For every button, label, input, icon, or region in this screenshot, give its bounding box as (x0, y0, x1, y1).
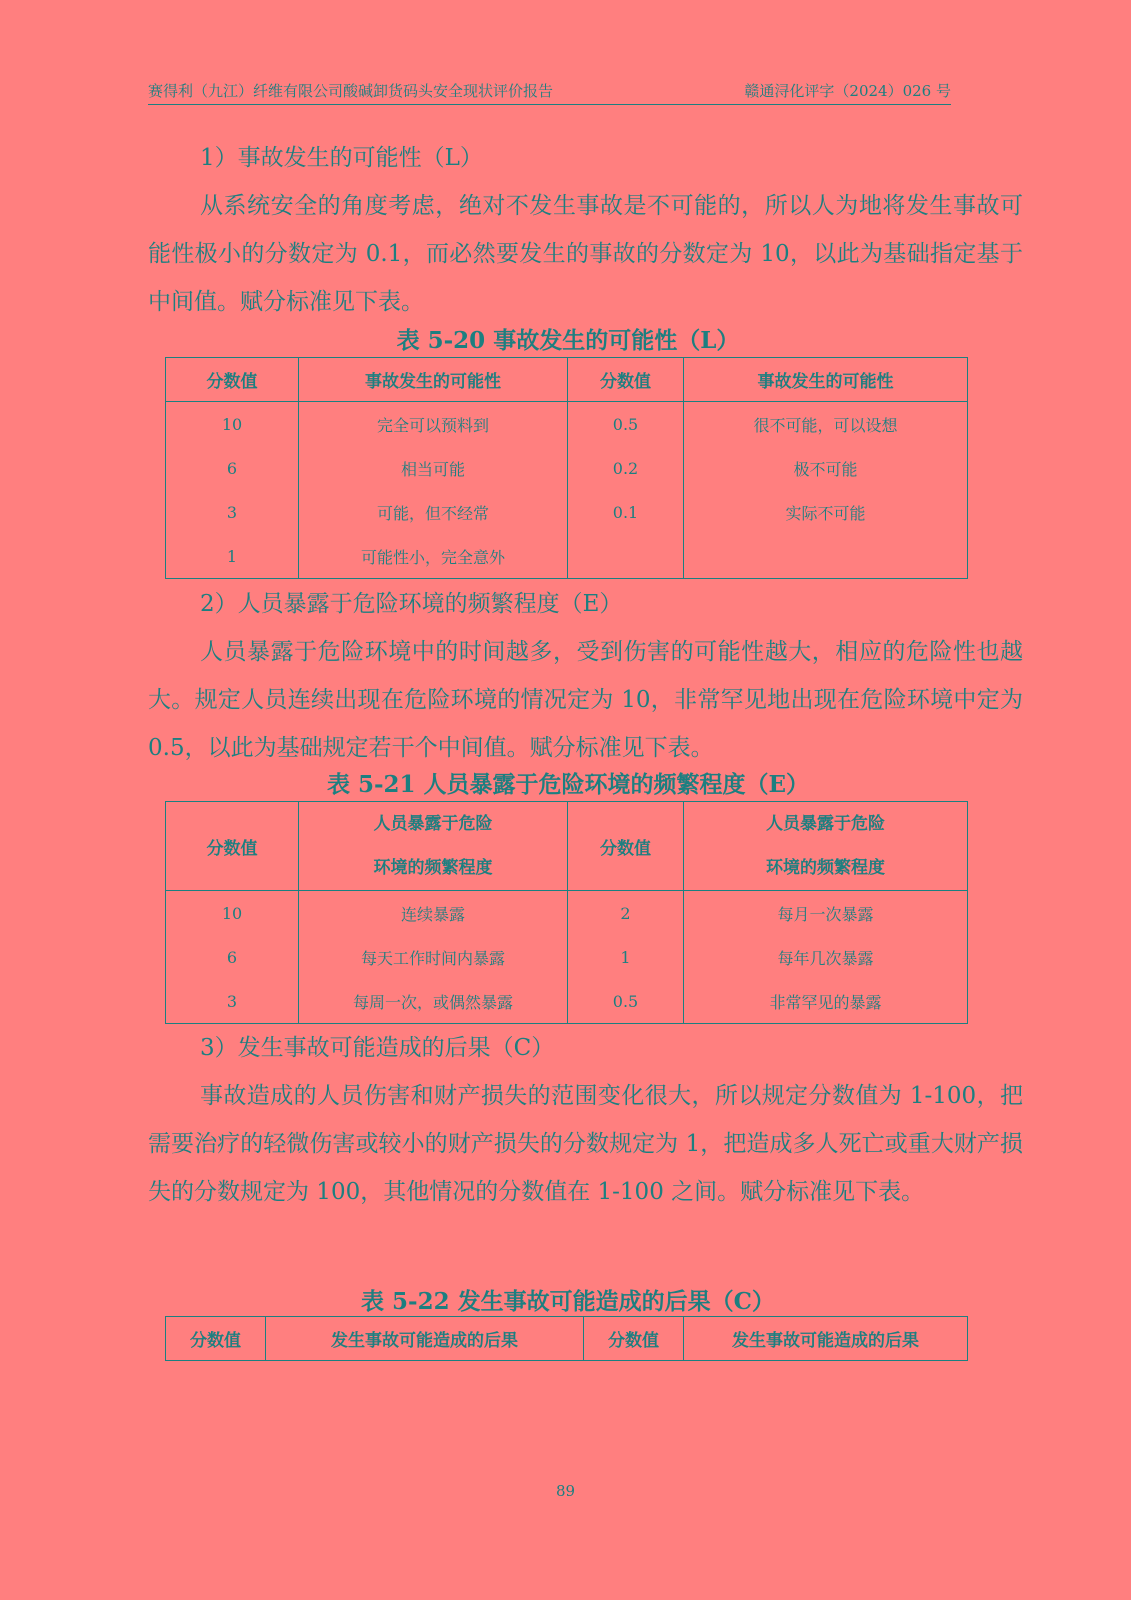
cell: 每天工作时间内暴露 (299, 935, 568, 979)
section-heading: 2）人员暴露于危险环境的频繁程度（E） (200, 591, 623, 617)
header-line: 人员暴露于危险 (373, 814, 493, 834)
cell: 每月一次暴露 (684, 891, 968, 936)
table-row (166, 979, 968, 1024)
section-likelihood (148, 134, 1023, 326)
column-header: 分数值 (568, 358, 684, 402)
table-row (166, 490, 968, 534)
cell: 0.5 (568, 402, 684, 447)
consequence-table (165, 1316, 968, 1361)
cell: 可能性小，完全意外 (299, 534, 568, 579)
column-header: 分数值 (166, 802, 299, 891)
column-header: 事故发生的可能性 (684, 358, 968, 402)
cell: 2 (568, 891, 684, 936)
section-heading: 3）发生事故可能造成的后果（C） (200, 1035, 555, 1061)
cell (568, 534, 684, 579)
paragraph: 从系统安全的角度考虑，绝对不发生事故是不可能的，所以人为地将发生事故可能性极小的分数定为 0.1，而必然要发生的事故的分数定为 10，以此为基础指定基于中间值。赋分标准见下表。 (148, 193, 1023, 315)
cell: 每年几次暴露 (684, 935, 968, 979)
table-row (166, 891, 968, 936)
column-header (299, 802, 568, 891)
cell (684, 534, 968, 579)
cell: 相当可能 (299, 446, 568, 490)
cell: 10 (166, 891, 299, 936)
cell: 连续暴露 (299, 891, 568, 936)
table-caption: 表 5-22 发生事故可能造成的后果（C） (361, 1288, 775, 1315)
report-title: 赛得利（九江）纤维有限公司酸碱卸货码头安全现状评价报告 (148, 82, 554, 100)
report-number: 赣通浔化评字（2024）026 号 (744, 82, 951, 100)
column-header: 分数值 (584, 1317, 684, 1361)
header-line: 人员暴露于危险 (766, 814, 885, 834)
paragraph: 人员暴露于危险环境中的时间越多，受到伤害的可能性越大，相应的危险性也越大。规定人员连续出现在危险环境的情况定为 10，非常罕见地出现在危险环境中定为 0.5，以此为基础规定若干个中间值。赋分标准见下表。 (148, 639, 1023, 761)
column-header: 分数值 (568, 802, 684, 891)
page-number: 89 (555, 1482, 576, 1500)
column-header: 发生事故可能造成的后果 (684, 1317, 968, 1361)
cell: 非常罕见的暴露 (684, 979, 968, 1024)
paragraph: 事故造成的人员伤害和财产损失的范围变化很大，所以规定分数值为 1-100，把需要治疗的轻微伤害或较小的财产损失的分数规定为 1，把造成多人死亡或重大财产损失的分数规定为 100，其他情况的分数值在 1-100 之间。赋分标准见下表。 (148, 1083, 1023, 1205)
page-header (148, 80, 951, 105)
cell: 6 (166, 446, 299, 490)
likelihood-table (165, 357, 968, 579)
header-line: 环境的频繁程度 (766, 858, 885, 878)
table-row (166, 446, 968, 490)
column-header: 分数值 (166, 358, 299, 402)
cell: 实际不可能 (684, 490, 968, 534)
column-header: 事故发生的可能性 (299, 358, 568, 402)
table-row (166, 935, 968, 979)
cell: 0.5 (568, 979, 684, 1024)
cell: 极不可能 (684, 446, 968, 490)
column-header (684, 802, 968, 891)
section-consequence (148, 1024, 1023, 1216)
section-exposure (148, 580, 1023, 772)
table-row (166, 402, 968, 447)
cell: 可能，但不经常 (299, 490, 568, 534)
cell: 1 (166, 534, 299, 579)
column-header: 发生事故可能造成的后果 (266, 1317, 584, 1361)
cell: 每周一次，或偶然暴露 (299, 979, 568, 1024)
cell: 10 (166, 402, 299, 447)
cell: 很不可能，可以设想 (684, 402, 968, 447)
cell: 1 (568, 935, 684, 979)
column-header: 分数值 (166, 1317, 266, 1361)
cell: 3 (166, 979, 299, 1024)
table-row (166, 534, 968, 579)
cell: 0.1 (568, 490, 684, 534)
cell: 6 (166, 935, 299, 979)
table-caption: 表 5-20 事故发生的可能性（L） (396, 327, 740, 354)
section-heading: 1）事故发生的可能性（L） (200, 145, 483, 171)
cell: 完全可以预料到 (299, 402, 568, 447)
cell: 3 (166, 490, 299, 534)
exposure-table (165, 801, 968, 1024)
table-caption: 表 5-21 人员暴露于危险环境的频繁程度（E） (326, 771, 810, 798)
header-line: 环境的频繁程度 (373, 858, 493, 878)
cell: 0.2 (568, 446, 684, 490)
